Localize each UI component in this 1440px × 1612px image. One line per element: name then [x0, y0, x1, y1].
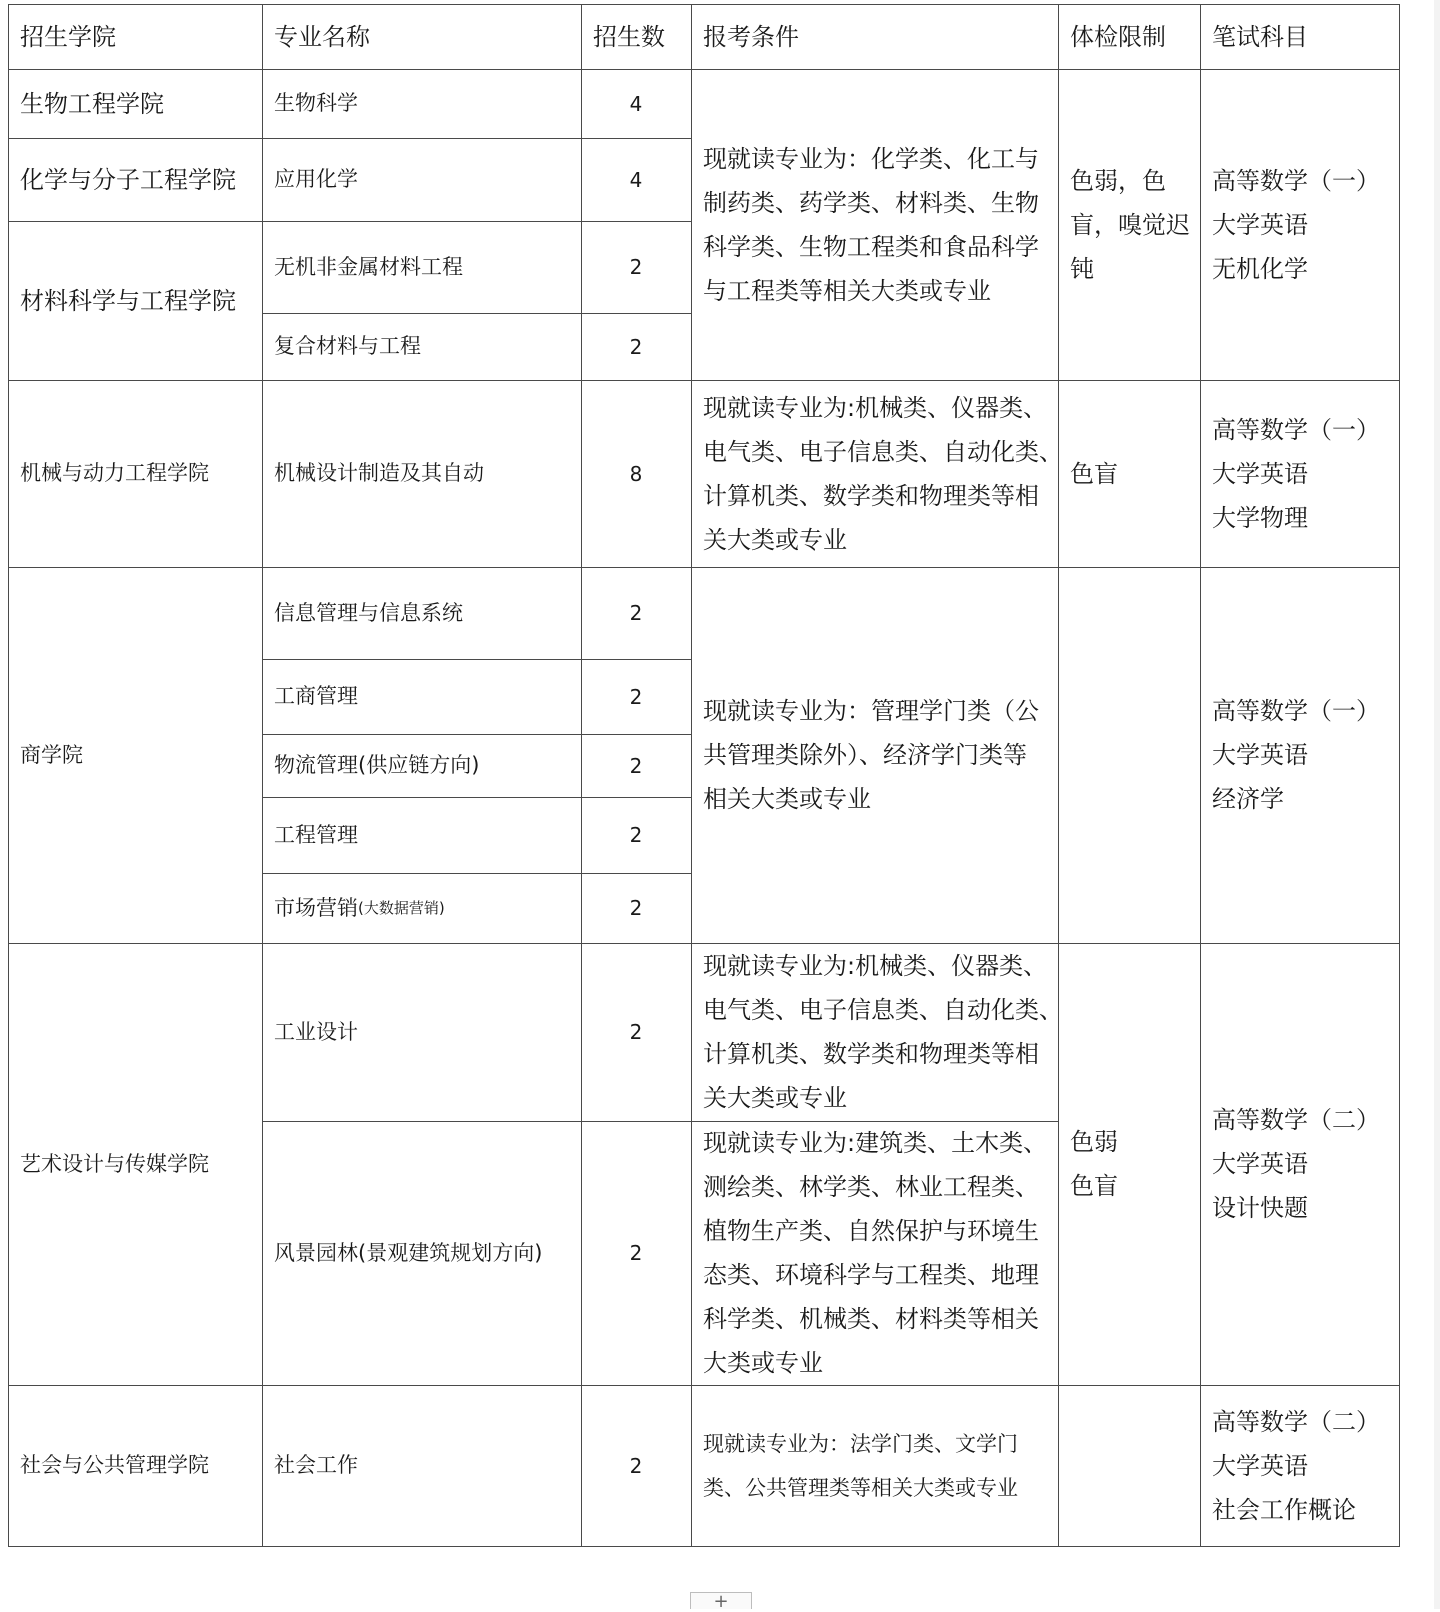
exam-line: 大学英语: [1212, 1451, 1308, 1480]
quota-cell: 4: [629, 91, 643, 116]
quota-cell: 8: [629, 461, 643, 486]
physical-line: 色盲: [1070, 1172, 1118, 1200]
exam-line: 经济学: [1212, 785, 1284, 813]
college-cell: 机械与动力工程学院: [20, 461, 209, 485]
major-cell: 工业设计: [274, 1019, 358, 1044]
major-cell: 无机非金属材料工程: [274, 254, 463, 279]
physical-cell: [1058, 380, 1200, 567]
physical-line: 盲，嗅觉迟: [1070, 210, 1190, 239]
college-cell: 商学院: [20, 742, 83, 767]
requirement-line: 大类或专业: [703, 1349, 823, 1377]
major-main-text: 市场营销: [274, 895, 358, 920]
requirement-line: 电气类、电子信息类、自动化类、: [703, 996, 1063, 1024]
quota-cell: 2: [629, 753, 643, 778]
header-exam: 笔试科目: [1212, 22, 1308, 51]
major-cell: 社会工作: [274, 1453, 358, 1477]
requirement-line: 关大类或专业: [703, 1084, 847, 1112]
requirement-cell: [691, 69, 1058, 380]
requirement-line: 与工程类等相关大类或专业: [703, 276, 991, 305]
requirement-line: 植物生产类、自然保护与环境生: [703, 1217, 1039, 1245]
header-requirement: 报考条件: [703, 22, 799, 51]
header-quota: 招生数: [593, 22, 665, 51]
major-sub-text: (大数据营销): [358, 898, 445, 917]
requirement-line: 制药类、药学类、材料类、生物: [703, 188, 1039, 217]
quota-cell: 2: [629, 896, 643, 920]
physical-cell-empty: [1058, 567, 1200, 943]
requirement-line: 现就读专业为：化学类、化工与: [703, 144, 1039, 173]
exam-cell: [1200, 567, 1399, 943]
requirement-line: 科学类、机械类、材料类等相关: [703, 1305, 1039, 1333]
requirement-line: 测绘类、林学类、林业工程类、: [703, 1173, 1039, 1201]
requirement-line: 现就读专业为:机械类、仪器类、: [703, 952, 1048, 980]
quota-cell: 4: [629, 167, 643, 192]
major-cell: 风景园林(景观建筑规划方向): [274, 1240, 543, 1265]
major-cell: 信息管理与信息系统: [274, 600, 463, 625]
exam-line: 无机化学: [1212, 254, 1308, 283]
major-cell: 物流管理(供应链方向): [274, 753, 480, 777]
quota-cell: 2: [629, 684, 643, 709]
exam-line: 社会工作概论: [1212, 1495, 1356, 1524]
exam-line: 大学英语: [1212, 741, 1308, 769]
exam-cell: [1200, 1385, 1399, 1546]
table-border-bottom: [8, 1546, 1400, 1547]
quota-cell: 2: [629, 823, 643, 847]
physical-cell: [1058, 69, 1200, 380]
exam-line: 设计快题: [1212, 1194, 1308, 1222]
exam-line: 大学英语: [1212, 210, 1308, 239]
major-cell: 应用化学: [274, 167, 358, 191]
requirement-line: 态类、环境科学与工程类、地理: [703, 1261, 1039, 1289]
requirement-cell: [691, 943, 1063, 1121]
physical-line: 色弱: [1070, 1128, 1118, 1156]
requirement-line: 共管理类除外）、经济学门类等: [703, 741, 1027, 769]
college-cell: 艺术设计与传媒学院: [20, 1151, 209, 1176]
exam-line: 高等数学（二）: [1212, 1106, 1380, 1134]
quota-cell: 2: [629, 1020, 643, 1044]
exam-line: 高等数学（一）: [1212, 697, 1380, 725]
major-cell: [262, 873, 581, 943]
major-cell: 工程管理: [274, 822, 358, 847]
exam-cell: [1200, 380, 1399, 567]
add-row-button[interactable]: +: [690, 1592, 752, 1609]
requirement-cell: [691, 1385, 1058, 1546]
requirement-line: 现就读专业为:机械类、仪器类、: [703, 393, 1048, 422]
major-cell: 工商管理: [274, 684, 358, 708]
vertical-scrollbar[interactable]: [1434, 0, 1440, 1609]
quota-cell: 2: [629, 601, 643, 625]
header-physical: 体检限制: [1070, 22, 1166, 51]
exam-line: 大学英语: [1212, 459, 1308, 488]
requirement-line: 电气类、电子信息类、自动化类、: [703, 437, 1063, 466]
college-cell: 生物工程学院: [20, 89, 164, 118]
requirement-line: 类、公共管理类等相关大类或专业: [703, 1475, 1018, 1500]
requirement-line: 科学类、生物工程类和食品科学: [703, 232, 1039, 261]
requirement-line: 计算机类、数学类和物理类等相: [703, 1040, 1039, 1068]
physical-line: 色盲: [1070, 459, 1118, 488]
table-border-right: [1399, 4, 1400, 1547]
major-cell: 机械设计制造及其自动: [274, 461, 484, 485]
requirement-line: 关大类或专业: [703, 525, 847, 554]
quota-cell: 2: [629, 334, 643, 359]
quota-cell: 2: [629, 1453, 643, 1478]
requirement-cell: [691, 380, 1063, 567]
header-college: 招生学院: [20, 22, 116, 51]
requirement-line: 现就读专业为：法学门类、文学门: [703, 1431, 1018, 1456]
requirement-cell: [691, 1121, 1058, 1385]
requirement-line: 计算机类、数学类和物理类等相: [703, 481, 1039, 510]
physical-line: 色弱，色: [1070, 166, 1166, 195]
exam-line: 大学英语: [1212, 1150, 1308, 1178]
header-major: 专业名称: [274, 22, 370, 51]
requirement-line: 现就读专业为:建筑类、土木类、: [703, 1129, 1048, 1157]
exam-line: 高等数学（一）: [1212, 415, 1380, 444]
quota-cell: 2: [629, 1241, 643, 1265]
college-cell: 化学与分子工程学院: [20, 165, 236, 194]
college-cell: 社会与公共管理学院: [20, 1453, 209, 1477]
major-cell: 复合材料与工程: [274, 334, 421, 358]
exam-line: 高等数学（二）: [1212, 1407, 1380, 1436]
requirement-cell: [691, 567, 1058, 943]
requirement-line: 现就读专业为：管理学门类（公: [703, 697, 1039, 725]
quota-cell: 2: [629, 255, 643, 279]
exam-line: 大学物理: [1212, 503, 1308, 532]
physical-cell: [1058, 943, 1200, 1385]
college-cell: 材料科学与工程学院: [20, 286, 236, 315]
physical-cell-empty: [1058, 1385, 1200, 1546]
physical-line: 钝: [1070, 254, 1094, 283]
exam-line: 高等数学（一）: [1212, 166, 1380, 195]
major-cell: 生物科学: [274, 91, 358, 115]
exam-cell: [1200, 69, 1399, 380]
exam-cell: [1200, 943, 1399, 1385]
requirement-line: 相关大类或专业: [703, 785, 871, 813]
